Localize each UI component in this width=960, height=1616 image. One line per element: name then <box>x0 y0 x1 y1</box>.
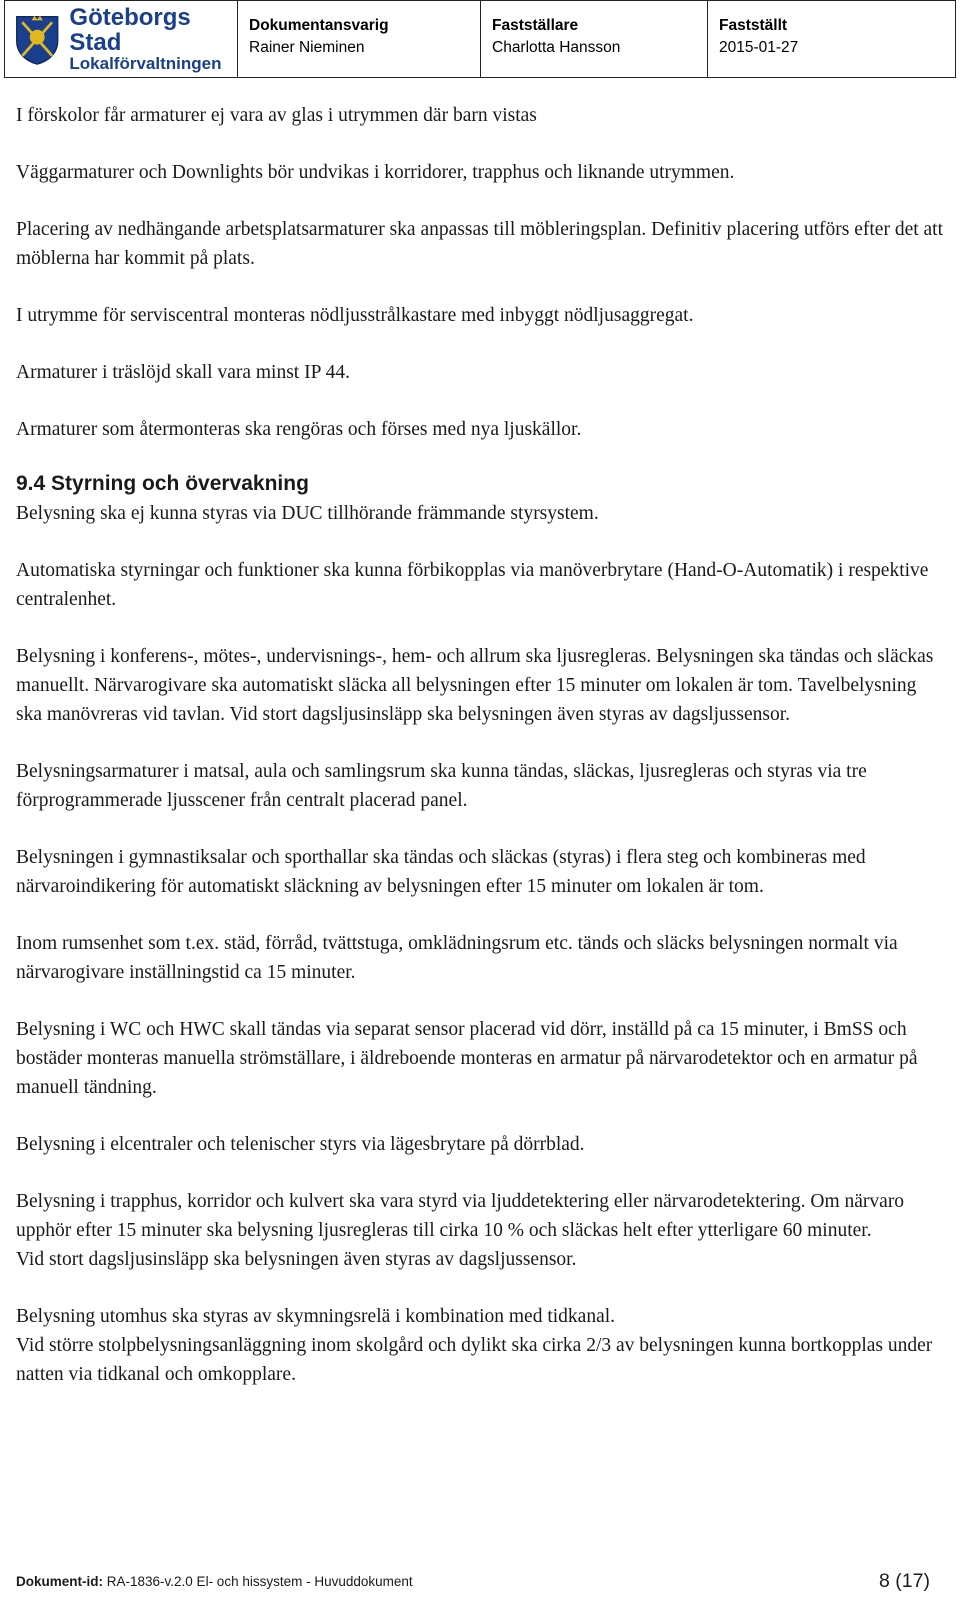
paragraph-group <box>16 1187 946 1274</box>
city-crest-icon <box>13 11 61 67</box>
approver-label: Fastställare <box>492 17 579 34</box>
document-header <box>4 0 956 78</box>
paragraph: I utrymme för serviscentral monteras nödljusstrålkastare med inbyggt nödljusaggregat. <box>16 305 694 326</box>
paragraph: Belysningen i gymnastiksalar och sporthallar ska tändas och släckas (styras) i flera steg och kombineras med närvaroindikering för automatiskt släckning av belysningen efter 15 minuter om lokalen är tom. <box>16 847 866 897</box>
document-body <box>16 101 946 1417</box>
paragraph-line: Vid stort dagsljusinsläpp ska belysningen även styras av dagsljussensor. <box>16 1249 577 1270</box>
page-number: 8 (17) <box>879 1570 930 1592</box>
section-heading: 9.4 Styrning och övervakning <box>16 472 309 495</box>
paragraph: Inom rumsenhet som t.ex. städ, förråd, tvättstuga, omklädningsrum etc. tänds och släcks belysningen normalt via närvarogivare inställningstid ca 15 minuter. <box>16 933 898 983</box>
paragraph-line: Belysning utomhus ska styras av skymningsrelä i kombination med tidkanal. <box>16 1306 616 1327</box>
paragraph: Belysning i konferens-, mötes-, undervisnings-, hem- och allrum ska ljusregleras. Belysningen ska tändas och släckas manuellt. Närvarogivare ska automatiskt släcka all belysningen efter 15 minuter om lokalen är tom. Tavelbelysning ska manövreras vid tavlan. Vid stort dagsljusinsläpp ska belysningen även styras av dagsljussensor. <box>16 646 934 725</box>
responsible-label: Dokumentansvarig <box>249 17 389 34</box>
paragraph: Armaturer i träslöjd skall vara minst IP 44. <box>16 362 350 383</box>
paragraph-line: Vid större stolpbelysningsanläggning inom skolgård och dylikt ska cirka 2/3 av belysningen kunna bortkopplas under natten via tidkanal och omkopplare. <box>16 1335 933 1385</box>
paragraph: I förskolor får armaturer ej vara av glas i utrymmen där barn vistas <box>16 105 537 126</box>
paragraph: Belysning i elcentraler och telenischer styrs via lägesbrytare på dörrblad. <box>16 1134 585 1155</box>
unit-name: Lokalförvaltningen <box>69 54 222 74</box>
paragraph-group <box>16 1302 946 1389</box>
paragraph: Belysning ska ej kunna styras via DUC tillhörande främmande styrsystem. <box>16 503 599 524</box>
org-name: Göteborgs Stad <box>69 3 191 57</box>
responsible-name: Rainer Nieminen <box>249 39 365 56</box>
paragraph: Armaturer som återmonteras ska rengöras och förses med nya ljuskällor. <box>16 419 582 440</box>
paragraph: Automatiska styrningar och funktioner ska kunna förbikopplas via manöverbrytare (Hand-O-Automatik) i respektive centralenhet. <box>16 560 929 610</box>
paragraph-line: Belysning i trapphus, korridor och kulvert ska vara styrd via ljuddetektering eller närvarodetektering. Om närvaro upphör efter 15 minuter ska belysning ljusregleras till cirka 10 % och släckas helt efter ytterligare 60 minuter. <box>16 1191 905 1241</box>
doc-id-value: RA-1836-v.2.0 El- och hissystem - Huvuddokument <box>106 1574 413 1589</box>
approved-date: 2015-01-27 <box>719 39 799 56</box>
paragraph: Belysning i WC och HWC skall tändas via separat sensor placerad vid dörr, inställd på ca 15 minuter, i BmSS och bostäder monteras manuella strömställare, i äldreboende monteras en armatur på närvarodetektor och en armatur på manuell tändning. <box>16 1019 918 1098</box>
paragraph: Placering av nedhängande arbetsplatsarmaturer ska anpassas till möbleringsplan. Definitiv placering utförs efter det att möblerna har kommit på plats. <box>16 219 944 269</box>
approver-cell <box>481 1 708 77</box>
logo-block <box>5 1 238 77</box>
approver-name: Charlotta Hansson <box>492 39 621 56</box>
document-footer <box>16 1570 930 1592</box>
logo-wordmark <box>69 5 237 73</box>
doc-id-label: Dokument-id: <box>16 1574 103 1589</box>
paragraph: Belysningsarmaturer i matsal, aula och samlingsrum ska kunna tändas, släckas, ljusregleras och styras via tre förprogrammerade ljusscener från centralt placerad panel. <box>16 761 867 811</box>
paragraph: Väggarmaturer och Downlights bör undvikas i korridorer, trapphus och liknande utrymmen. <box>16 162 735 183</box>
approved-cell <box>708 1 955 77</box>
responsible-cell <box>238 1 481 77</box>
approved-label: Fastställt <box>719 17 788 34</box>
